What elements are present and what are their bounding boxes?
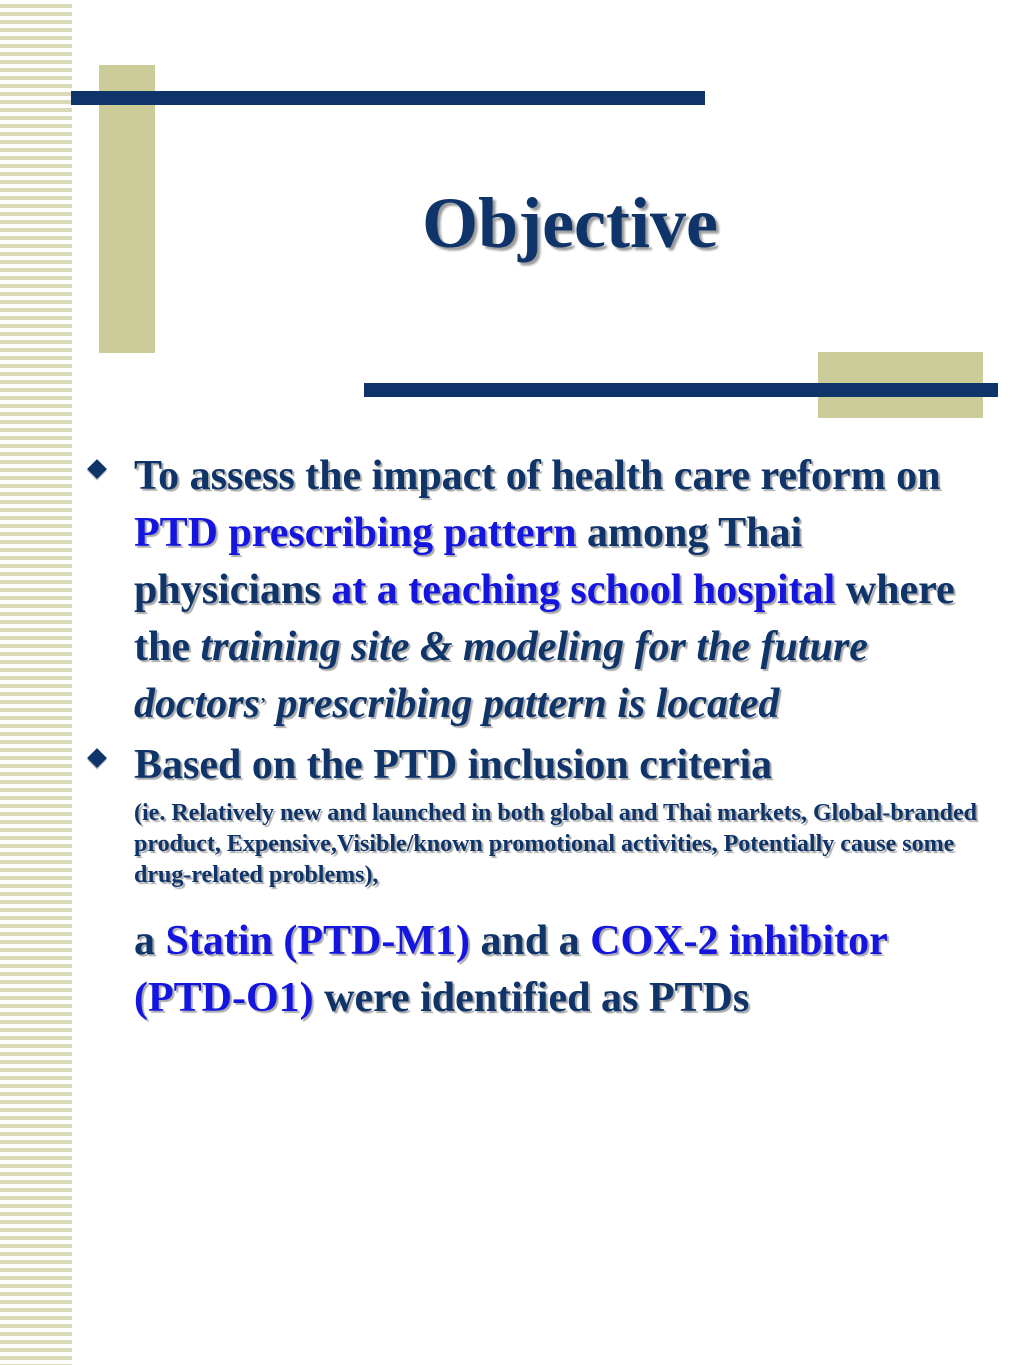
objective-highlight: PTD prescribing pattern (134, 510, 577, 556)
bullet-objective (88, 448, 988, 733)
diamond-bullet-icon (87, 748, 107, 768)
top-rule (71, 91, 705, 105)
result-highlight: COX-2 inhibitor (PTD-O1) (134, 918, 887, 1021)
objective-italic: prescribing pattern is located (266, 681, 780, 727)
criteria-heading: Based on the PTD inclusion criteria (134, 742, 773, 788)
objective-segment: To assess the impact of health care reform on (134, 453, 941, 499)
result-highlight: Statin (PTD-M1) (165, 918, 470, 964)
slide-title: Objective (422, 183, 718, 263)
objective-segment: among Thai physicians (134, 510, 803, 613)
bottom-rule (364, 383, 998, 397)
bullet-criteria (88, 737, 988, 1027)
objective-apostrophe: ’ (260, 694, 266, 714)
result-segment: and a (469, 918, 591, 964)
objective-text (134, 453, 955, 727)
left-stripe-decoration (0, 0, 72, 1365)
criteria-result (134, 913, 988, 1027)
objective-segment: where the (134, 567, 955, 670)
top-accent-block (99, 65, 155, 353)
objective-highlight: at a teaching school hospital (331, 567, 836, 613)
criteria-note: (ie. Relatively new and launched in both global and Thai markets, Global-branded product, Expensive,Visible/known promotional activities, Potentially cause some drug-related problems), (134, 800, 978, 888)
result-segment: a (134, 918, 166, 964)
slide-content (88, 448, 988, 1027)
diamond-bullet-icon (87, 459, 107, 479)
objective-italic: training site & modeling for the future doctors (134, 624, 868, 727)
result-segment: were identified as PTDs (313, 975, 750, 1021)
